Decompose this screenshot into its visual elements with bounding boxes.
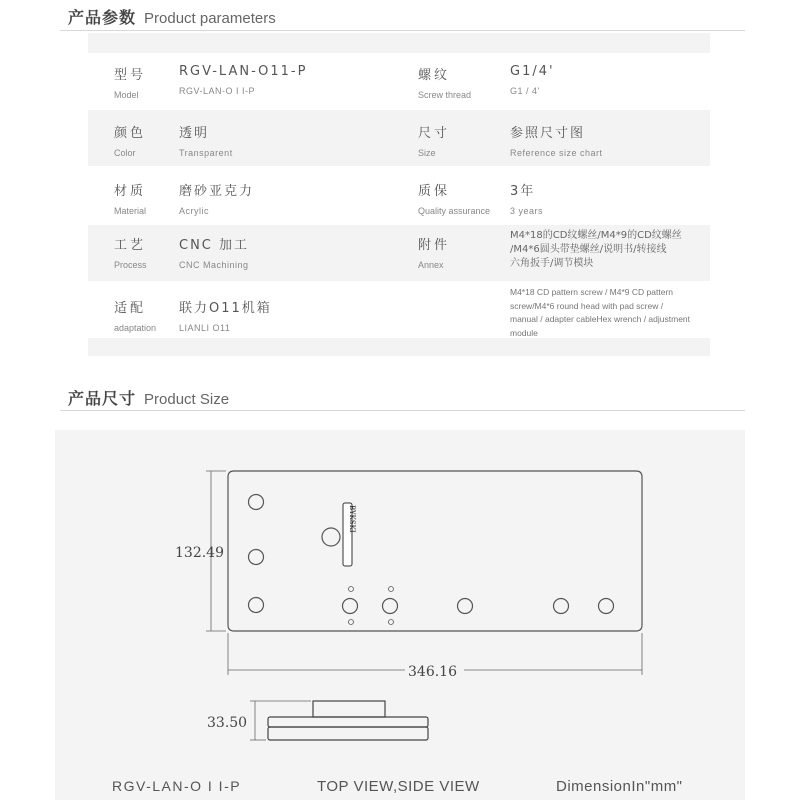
side-view-top-block: [313, 701, 385, 717]
screw-hole: [249, 495, 264, 510]
footer-model: RGV-LAN-O I I-P: [112, 778, 242, 794]
screw-hole: [383, 599, 398, 614]
param-thread-label: 螺纹 Screw thread: [418, 68, 472, 100]
port-hole: [322, 528, 340, 546]
param-annex-value-en: M4*18 CD pattern screw / M4*9 CD pattern screw/M4*6 round head with pad screw / manual / adapter cableHex wrench / adjustment module: [510, 287, 691, 338]
param-model-value: RGV-LAN-O11-P RGV-LAN-O I I-P: [179, 64, 308, 96]
thickness-dim-text: 33.50: [207, 715, 248, 731]
pin-hole: [389, 587, 394, 592]
footer-dimension-unit: DimensionIn"mm": [556, 778, 683, 795]
plate-logo-text: BYKSKI: [348, 505, 356, 533]
pin-hole: [389, 620, 394, 625]
screw-hole: [343, 599, 358, 614]
side-view-upper-plate: [268, 717, 428, 727]
side-view-lower-plate: [268, 727, 428, 740]
param-annex-label: 附件 Annex: [418, 238, 451, 270]
height-dim-text: 132.49: [175, 545, 224, 561]
screw-hole: [458, 599, 473, 614]
param-size-label: 尺寸 Size: [418, 126, 451, 158]
param-process-value: CNC 加工 CNC Machining: [179, 238, 250, 270]
param-thread-value: G1/4' G1 / 4': [510, 64, 555, 96]
size-title-en: Product Size: [144, 391, 230, 408]
screw-hole: [599, 599, 614, 614]
param-material-label: 材质 Material: [114, 184, 147, 216]
screw-hole: [249, 598, 264, 613]
pin-hole: [349, 620, 354, 625]
params-title-cn: 产品参数: [68, 8, 137, 27]
param-material-value: 磨砂亚克力 Acrylic: [179, 184, 255, 216]
pin-hole: [349, 587, 354, 592]
footer-views: TOP VIEW,SIDE VIEW: [317, 778, 480, 795]
param-warranty-value: 3年 3 years: [510, 184, 544, 216]
width-dim-text: 346.16: [408, 664, 457, 680]
param-warranty-label: 质保 Quality assurance: [418, 184, 491, 216]
screw-hole: [249, 550, 264, 565]
param-color-label: 颜色 Color: [114, 126, 147, 158]
param-annex-value-cn: M4*18的CD纹螺丝/M4*9的CD纹螺丝 /M4*6圆头带垫螺丝/说明书/转接线 六角扳手/调节模块: [510, 230, 682, 269]
param-color-value: 透明 Transparent: [179, 126, 233, 158]
size-title-cn: 产品尺寸: [68, 389, 137, 408]
params-title-en: Product parameters: [144, 10, 276, 27]
param-process-label: 工艺 Process: [114, 238, 147, 270]
param-adaptation-label: 适配 adaptation: [114, 301, 157, 333]
param-size-value: 参照尺寸图 Reference size chart: [510, 126, 603, 158]
param-model-label: 型号 Model: [114, 68, 147, 100]
param-adaptation-value: 联力O11机箱 LIANLI O11: [179, 301, 272, 333]
plate-outline: [228, 471, 642, 631]
screw-hole: [554, 599, 569, 614]
